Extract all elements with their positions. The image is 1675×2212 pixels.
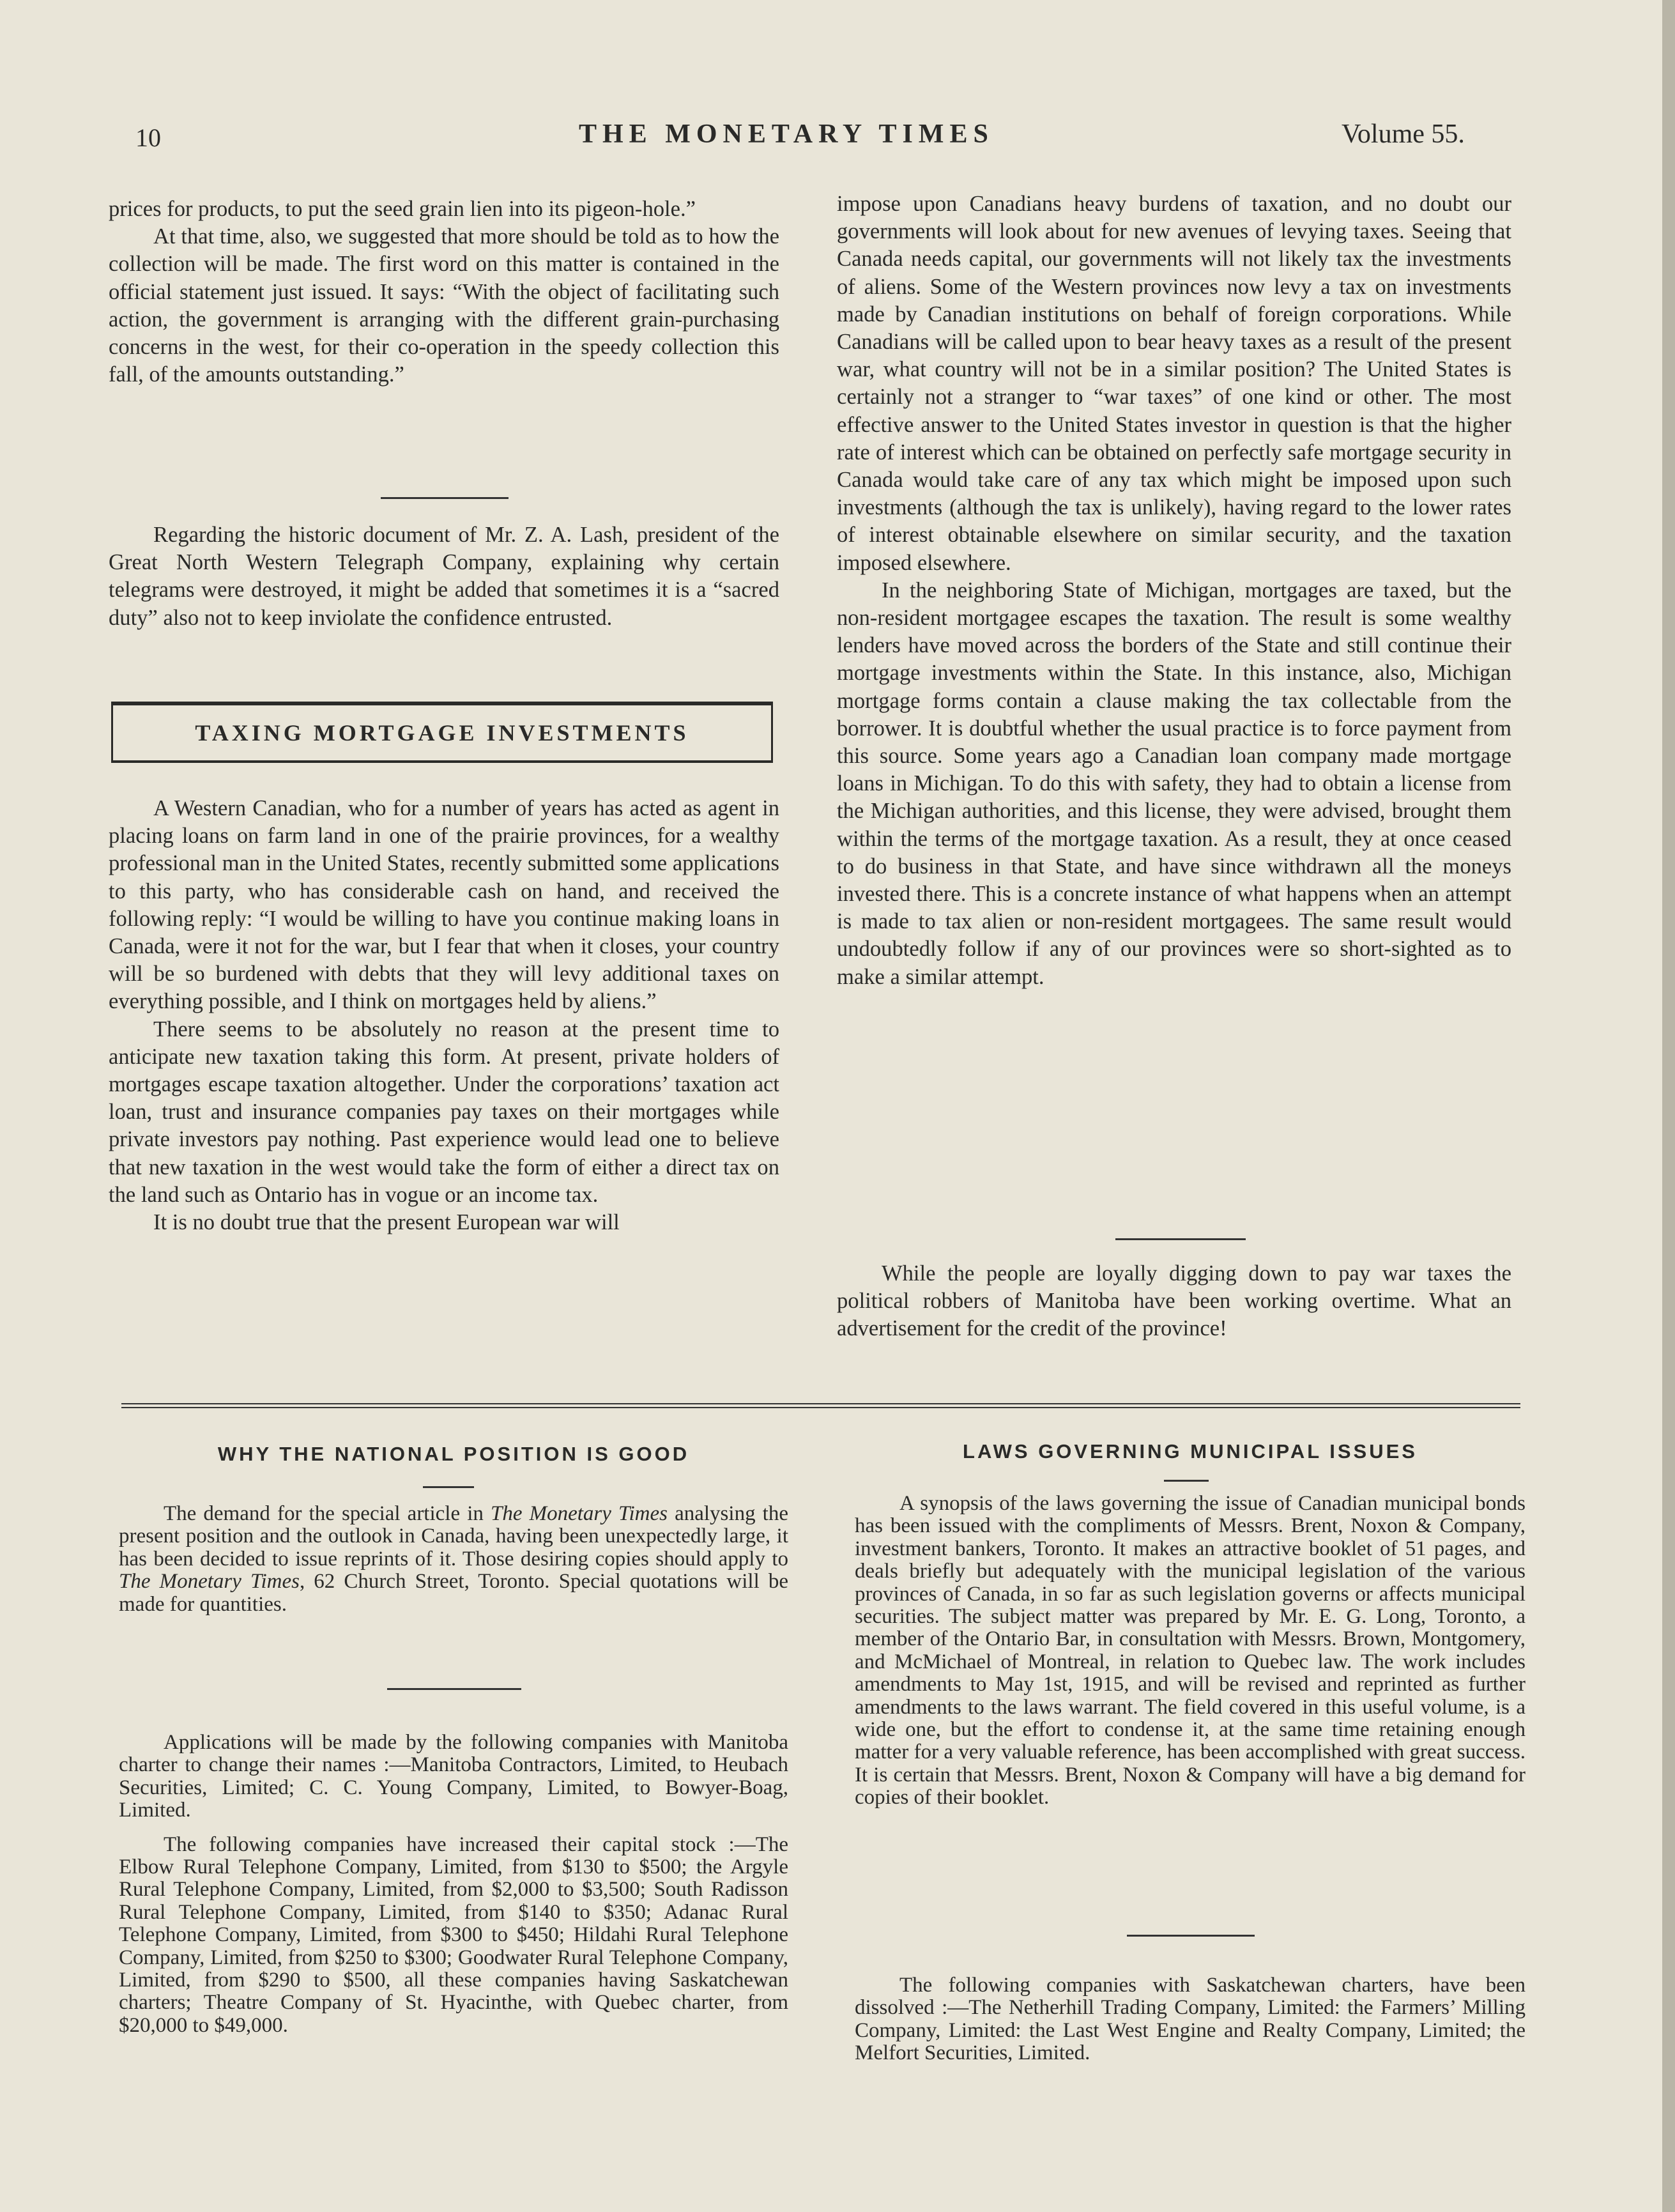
right-column-note	[837, 1260, 1511, 1343]
page-edge	[1662, 0, 1675, 2212]
heading-municipal-issues: LAWS GOVERNING MUNICIPAL ISSUES	[963, 1440, 1418, 1463]
text: analysing the present position and the outlook in Canada, having been unexpectedly large, it has been decided to issue reprints of it. Those desiring copies should apply to	[119, 1502, 788, 1571]
paragraph: Applications will be made by the following companies with Manitoba charter to change their names :—Manitoba Contractors, Limited, to Heubach Securities, Limited; C. C. Young Company, Limited, to Bowyer-Boag, Limited.	[119, 1731, 788, 1822]
paragraph: While the people are loyally digging down to pay war taxes the political robbers of Manitoba have been working overtime. What an advertisement for the credit of the province!	[837, 1261, 1511, 1341]
left-column-article	[109, 795, 779, 1236]
section-divider	[1127, 1935, 1255, 1937]
left-column-top	[109, 196, 779, 388]
notices-right	[855, 1974, 1526, 2065]
heading-national-position: WHY THE NATIONAL POSITION IS GOOD	[217, 1443, 690, 1465]
paragraph	[119, 1503, 788, 1616]
section-divider	[1115, 1238, 1246, 1240]
paragraph: A synopsis of the laws governing the issue of Canadian municipal bonds has been issued with the compliments of Messrs. Brent, Noxon & Company, investment bankers, Toronto. It makes an attractive booklet of 51 pages, and deals briefly but adequately with the municipal legislation of the various provinces of Canada, in so far as such legislation governs or affects municipal securities. The subject matter was prepared by Mr. E. G. Long, Toronto, a member of the Ontario Bar, in consultation with Messrs. Brown, Montgomery, and McMichael of Montreal, in relation to Quebec law. The work includes amendments to May 1st, 1915, and will be revised and reprinted as further amendments to the laws warrant. The field covered in this useful volume, is a wide one, but the effort to condense it, at the same time retaining enough matter for a very valuable reference, has been accomplished with great success. It is certain that Messrs. Brent, Noxon & Company will have a big demand for copies of their booklet.	[855, 1492, 1526, 1809]
right-column-article	[837, 190, 1511, 991]
paragraph: impose upon Canadians heavy burdens of taxation, and no doubt our governments will look about for new avenues of levying taxes. Seeing that Canada needs capital, our governments will not likely tax the investments of aliens. Some of the Western provinces now levy a tax on investments made by Canadian institutions on behalf of foreign corporations. While Canadians will be called upon to bear heavy taxes as a result of the present war, what country will not be in a similar position? The United States is certainly not a stranger to “war taxes” of one kind or other. The most effective answer to the United States investor in question is that the higher rate of interest which can be obtained on perfectly safe mortgage security in Canada would take care of any tax which might be imposed upon such investments (although the tax is unlikely), having regard to the lower rates of interest obtainable elsewhere on similar security, and the taxation imposed elsewhere.	[837, 192, 1511, 575]
page-section-divider	[121, 1403, 1520, 1408]
paragraph: The following companies with Saskatchewan charters, have been dissolved :—The Netherhill Trading Company, Limited: the Farmers’ Milling Company, Limited: the Last West Engine and Realty Company, Limited; the Melfort Securities, Limited.	[855, 1974, 1526, 2065]
volume-label: Volume 55.	[1342, 119, 1465, 149]
text: The demand for the special article in	[164, 1502, 491, 1525]
masthead-title: THE MONETARY TIMES	[579, 119, 994, 149]
heading-divider	[423, 1486, 474, 1488]
heading-divider	[1164, 1480, 1209, 1482]
paragraph: Regarding the historic document of Mr. Z. A. Lash, president of the Great North Western Telegraph Company, explaining why certain telegrams were destroyed, it might be added that sometimes it is a “sacred duty” also not to keep inviolate the confidence entrusted.	[109, 523, 779, 630]
paragraph: prices for products, to put the seed grain lien into its pigeon-hole.”	[109, 197, 696, 221]
municipal-issues-article	[855, 1493, 1526, 1809]
publication-title: The Monetary Times	[490, 1502, 668, 1525]
text: , 62 Church Street, Toronto. Special quotations will be made for quantities.	[119, 1570, 788, 1616]
paragraph: At that time, also, we suggested that more should be told as to how the collection will be made. The first word on this matter is contained in the official statement just issued. It says: “With the object of facilitating such action, the government is arranging with the different grain-purchasing concerns in the west, for their co-operation in the speedy collection this fall, of the amounts outstanding.”	[109, 224, 779, 387]
publication-title: The Monetary Times	[119, 1570, 300, 1594]
page-number: 10	[135, 123, 161, 152]
section-divider	[387, 1688, 521, 1690]
article-heading-box: TAXING MORTGAGE INVESTMENTS	[111, 702, 773, 763]
notices-left	[119, 1732, 788, 2037]
paragraph: The following companies have increased their capital stock :—The Elbow Rural Telephone Company, Limited, from $130 to $500; the Argyle Rural Telephone Company, Limited, from $2,000 to $3,500; South Radisson Rural Telephone Company, Limited, from $140 to $350; Adanac Rural Telephone Company, Limited, from $300 to $450; Hildahi Rural Telephone Company, Limited, from $250 to $300; Goodwater Rural Telephone Company, Limited, from $290 to $500, all these companies having Saskatchewan charters; Theatre Company of St. Hyacinthe, with Quebec charter, from $20,000 to $49,000.	[119, 1832, 788, 2037]
left-column-note	[109, 521, 779, 632]
section-divider	[381, 497, 509, 499]
paragraph: It is no doubt true that the present European war will	[153, 1210, 620, 1235]
paragraph: A Western Canadian, who for a number of years has acted as agent in placing loans on farm land in one of the prairie provinces, for a wealthy professional man in the United States, recently submitted some applications to this party, who has considerable cash on hand, and received the following reply: “I would be willing to have you continue making loans in Canada, were it not for the war, but I fear that when it closes, your country will be so burdened with debts that they will levy additional taxes on everything possible, and I think on mortgages held by aliens.”	[109, 796, 779, 1014]
national-position-article	[119, 1503, 788, 1616]
paragraph: In the neighboring State of Michigan, mortgages are taxed, but the non-resident mortgagee escapes the taxation. The result is some wealthy lenders have moved across the borders of the State and still continue their mortgage investments within the State. In this instance, also, Michigan mortgage forms contain a clause making the tax collectable from the borrower. It is doubtful whether the usual practice is to force payment from this source. Some years ago a Canadian loan company made mortgage loans in Michigan. To do this with safety, they had to obtain a license from the Michigan authorities, and this license, they were advised, brought them within the terms of the mortgage taxation. As a result, they at once ceased to do business in that State, and have since withdrawn all the moneys invested there. This is a concrete instance of what happens when an attempt is made to tax alien or non-resident mortgagees. The same result would undoubtedly follow if any of our provinces were so short-sighted as to make a similar attempt.	[837, 578, 1511, 989]
paragraph: There seems to be absolutely no reason at the present time to anticipate new taxation taking this form. At present, private holders of mortgages escape taxation altogether. Under the corporations’ taxation act loan, trust and insurance companies pay taxes on their mortgages while private investors pay nothing. Past experience would lead one to believe that new taxation in the west would take the form of either a direct tax on the land such as Ontario has in vogue or an income tax.	[109, 1017, 779, 1207]
